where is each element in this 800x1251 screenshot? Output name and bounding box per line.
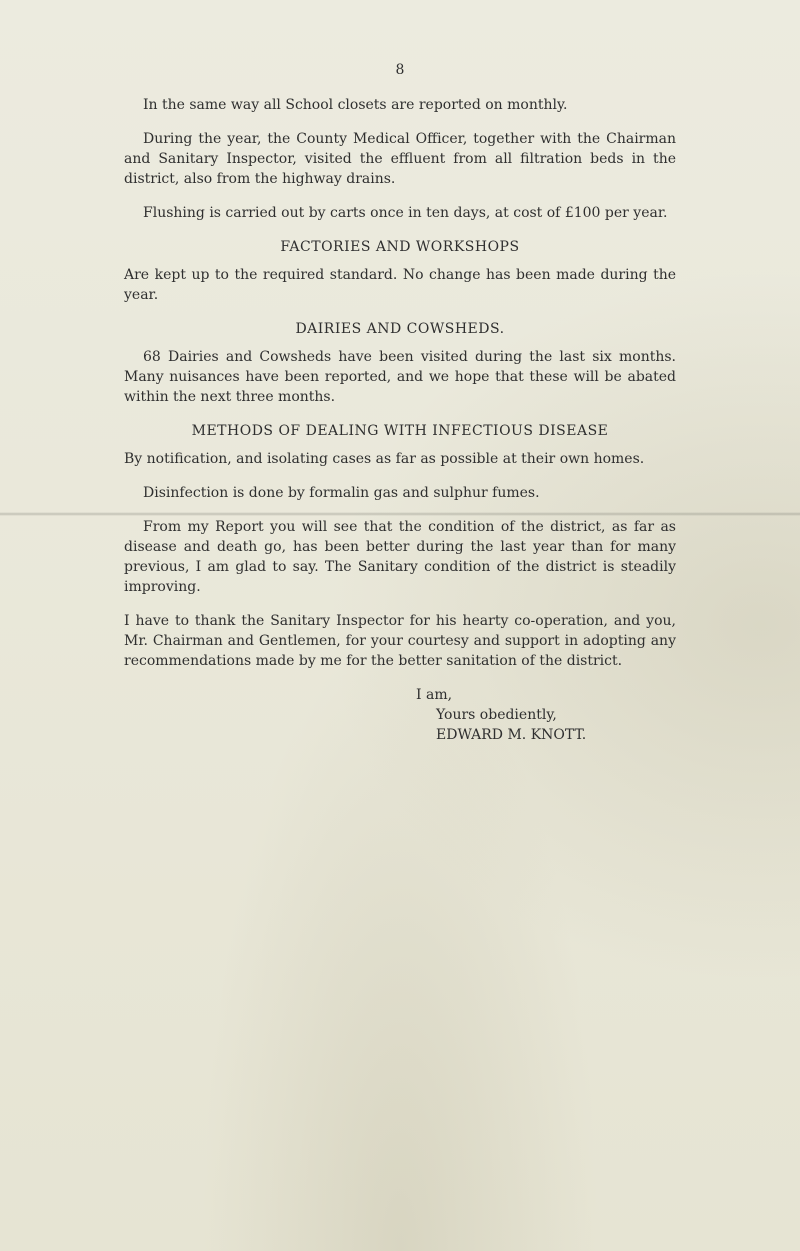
heading-dairies: DAIRIES AND COWSHEDS.	[295, 321, 505, 337]
paragraph-medical-officer: During the year, the County Medical Officer, together with the Chairman and Sanitary Inspector, visited the effluent from all filtration beds in the district, also from the highway drains.	[124, 131, 676, 187]
document-body	[124, 95, 676, 745]
signature-name: EDWARD M. KNOTT.	[436, 727, 587, 743]
paragraph-dairies: 68 Dairies and Cowsheds have been visited during the last six months. Many nuisances have been reported, and we hope that these will be abated within the next three months.	[124, 349, 676, 405]
paragraph-disinfection: Disinfection is done by formalin gas and sulphur fumes.	[143, 485, 540, 501]
page-number: 8	[395, 62, 405, 78]
signature-closing: Yours obediently,	[436, 707, 557, 723]
paragraph-notification: By notification, and isolating cases as far as possible at their own homes.	[124, 451, 645, 467]
heading-methods: METHODS OF DEALING WITH INFECTIOUS DISEASE	[191, 423, 609, 439]
heading-factories: FACTORIES AND WORKSHOPS	[280, 239, 520, 255]
signature-block	[416, 685, 676, 745]
paragraph-factories: Are kept up to the required standard. No change has been made during the year.	[124, 267, 676, 303]
signature-salutation: I am,	[416, 687, 453, 703]
paragraph-school-closets: In the same way all School closets are reported on monthly.	[143, 97, 568, 113]
paragraph-thanks: I have to thank the Sanitary Inspector for his hearty co-operation, and you, Mr. Chairman and Gentlemen, for your courtesy and support in adopting any recommendations made by me for the better sanitation of the district.	[124, 613, 676, 669]
paragraph-flushing: Flushing is carried out by carts once in ten days, at cost of £100 per year.	[143, 205, 668, 221]
paragraph-report: From my Report you will see that the condition of the district, as far as disease and death go, has been better during the last year than for many previous, I am glad to say. The Sanitary condition of the district is steadily improving.	[124, 519, 676, 595]
